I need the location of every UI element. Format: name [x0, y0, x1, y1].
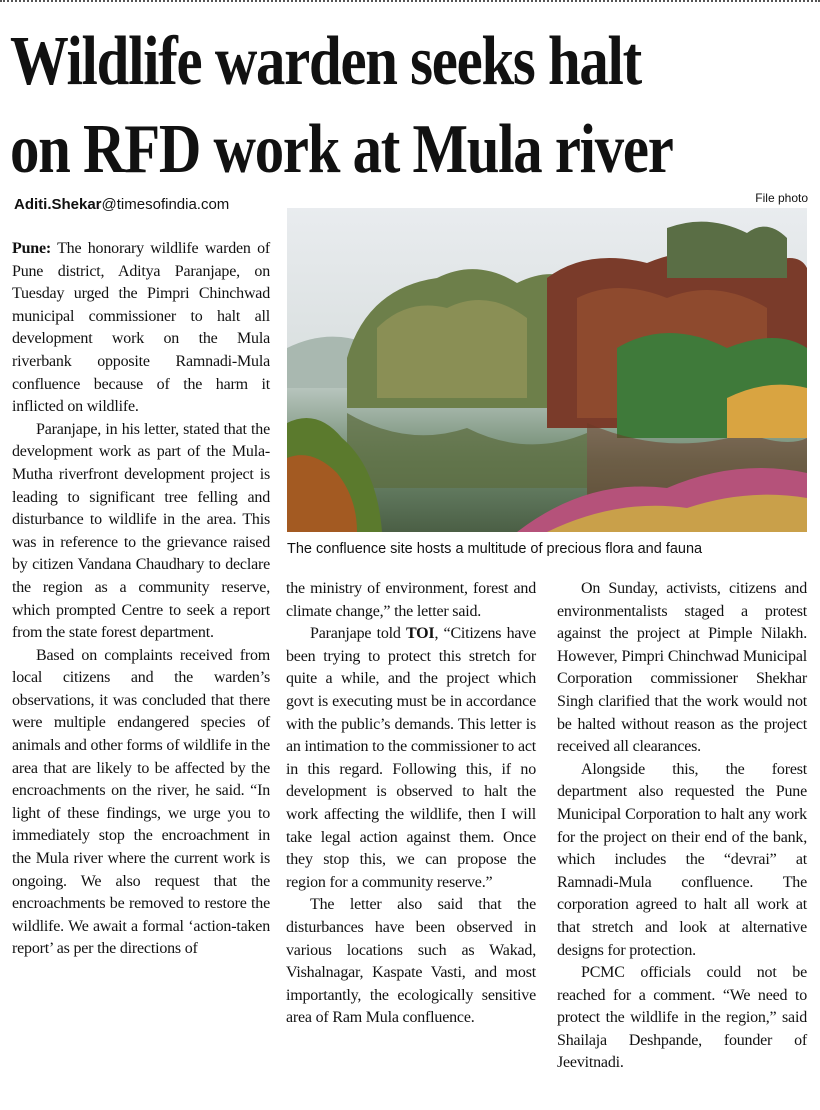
photo-illustration: [287, 208, 807, 532]
headline-line-2: on RFD work at Mula river: [10, 111, 673, 188]
paragraph: Paranjape, in his letter, stated that the development work as part of the Mula-Mutha riverfront development project is leading to significant tree felling and disturbance to wildlife in the area. This was in reference to the grievance raised by citizen Vandana Chaudhary to declare the region as a community reserve, which prompted Centre to seek a report from the state forest department.: [12, 420, 270, 642]
column-3: [557, 578, 807, 1075]
photo-credit: File photo: [755, 191, 808, 205]
paragraph-text: The honorary wildlife warden of Pune district, Aditya Paranjape, on Tuesday urged the Pimpri Chinchwad municipal commissioner to halt all development work on the Mula riverbank opposite Ramnadi-Mula confluence because of the harm it inflicted on wildlife.: [12, 240, 270, 416]
paragraph: Based on complaints received from local citizens and the warden’s observations, it was concluded that there were multiple endangered species of animals and other forms of wildlife in the area that are likely to be affected by the encroachments on the river, he said. “In light of these findings, we urge you to immediately stop the encroachment in the Mula river where the current work is ongoing. We also request that the encroachments be removed to restore the wildlife. We await a formal ‘action-taken report’ as per the directions of: [12, 646, 270, 958]
byline-domain: @timesofindia.com: [101, 196, 230, 213]
paragraph: [12, 238, 270, 419]
toi-mention: TOI: [405, 625, 435, 643]
paragraph: [286, 623, 536, 894]
top-dotted-rule: [0, 0, 820, 6]
article-photo: [287, 208, 807, 532]
paragraph: On Sunday, activists, citizens and environmentalists staged a protest against the project at Pimple Nilakh. However, Pimpri Chinchwad Municipal Corporation commissioner Shekhar Singh clarified that the work would not be halted without reason as the project received all clearances.: [557, 580, 807, 756]
headline-line-1: Wildlife warden seeks halt: [10, 23, 641, 100]
dateline: Pune:: [12, 240, 52, 257]
headline: [10, 18, 686, 194]
byline: [14, 196, 229, 213]
paragraph-text: , “Citizens have been trying to protect this stretch for quite a while, and the project which govt is executing must be in accordance with the public’s demands. This letter is an intimation to the commissioner to act in this regard. Following this, if no development is observed to halt the work affecting the wildlife, then I will take legal action against them. Once they stop this, we can propose the region for a community reserve.”: [286, 625, 536, 891]
byline-name: Aditi.Shekar: [14, 196, 102, 213]
paragraph: The letter also said that the disturbances have been observed in various locations such as Wakad, Vishalnagar, Kaspate Vasti, and most importantly, the ecologically sensitive area of Ram Mula confluence.: [286, 896, 536, 1027]
column-2: [286, 578, 536, 1030]
column-1: [12, 238, 270, 961]
photo-caption: The confluence site hosts a multitude of precious flora and fauna: [287, 541, 703, 557]
paragraph: PCMC officials could not be reached for a comment. “We need to protect the wildlife in the region,” said Shailaja Deshpande, founder of Jeevitnadi.: [557, 964, 807, 1072]
paragraph: Alongside this, the forest department also requested the Pune Municipal Corporation to halt any work for the project on their end of the bank, which includes the “devrai” at Ramnadi-Mula confluence. The corporation agreed to halt all work at that stretch and look at alternative designs for protection.: [557, 760, 807, 959]
paragraph-text: Paranjape told: [310, 625, 406, 643]
paragraph: the ministry of environment, forest and climate change,” the letter said.: [286, 580, 536, 620]
